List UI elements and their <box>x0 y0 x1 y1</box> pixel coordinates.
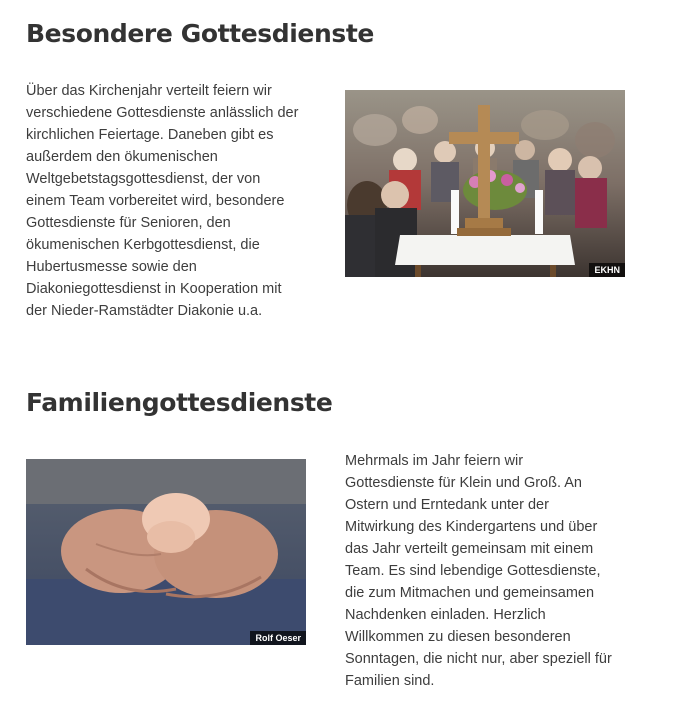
text-line: außerdem den ökumenischen <box>26 149 218 165</box>
text-line: Über das Kirchenjahr verteilt feiern wir <box>26 83 272 99</box>
text-line: Hubertusmesse sowie den <box>26 259 197 275</box>
text-line: Willkommen zu diesen besonderen <box>345 629 571 645</box>
text-line: Sonntagen, die nicht nur, aber speziell für <box>345 651 612 667</box>
text-line: Ostern und Erntedank unter der <box>345 497 549 513</box>
section-heading-familiengottesdienste: Familiengottesdienste <box>26 388 333 417</box>
text-line: der Nieder-Ramstädter Diakonie u.a. <box>26 303 263 319</box>
folded-hands-illustration <box>26 459 306 645</box>
photo-credit-label: Rolf Oeser <box>250 631 306 645</box>
text-line: einem Team vorbereitet wird, besondere <box>26 193 285 209</box>
text-line: Team. Es sind lebendige Gottesdienste, <box>345 563 601 579</box>
text-line: Nachdenken einladen. Herzlich <box>345 607 546 623</box>
section-text-familiengottesdienste <box>345 450 645 692</box>
photo-credit-label: EKHN <box>589 263 625 277</box>
section-heading-besondere-gottesdienste: Besondere Gottesdienste <box>26 19 374 48</box>
text-line: Weltgebetstagsgottesdienst, der von <box>26 171 261 187</box>
text-line: Familien sind. <box>345 673 435 689</box>
text-line: Gottesdienste für Senioren, den <box>26 215 231 231</box>
folded-hands-photo <box>26 459 306 645</box>
text-line: kirchlichen Feiertage. Daneben gibt es <box>26 127 274 143</box>
text-line: Mitwirkung des Kindergartens und über <box>345 519 598 535</box>
text-line: Gottesdienste für Klein und Groß. An <box>345 475 582 491</box>
text-line: das Jahr verteilt gemeinsam mit einem <box>345 541 594 557</box>
section-text-besondere-gottesdienste <box>26 80 326 322</box>
outdoor-service-photo <box>345 90 625 277</box>
text-line: ökumenischen Kerbgottesdienst, die <box>26 237 260 253</box>
outdoor-service-illustration <box>345 90 625 277</box>
text-line: verschiedene Gottesdienste anlässlich der <box>26 105 299 121</box>
text-line: Diakoniegottesdienst in Kooperation mit <box>26 281 282 297</box>
text-line: die zum Mitmachen und gemeinsamen <box>345 585 595 601</box>
text-line: Mehrmals im Jahr feiern wir <box>345 453 524 469</box>
